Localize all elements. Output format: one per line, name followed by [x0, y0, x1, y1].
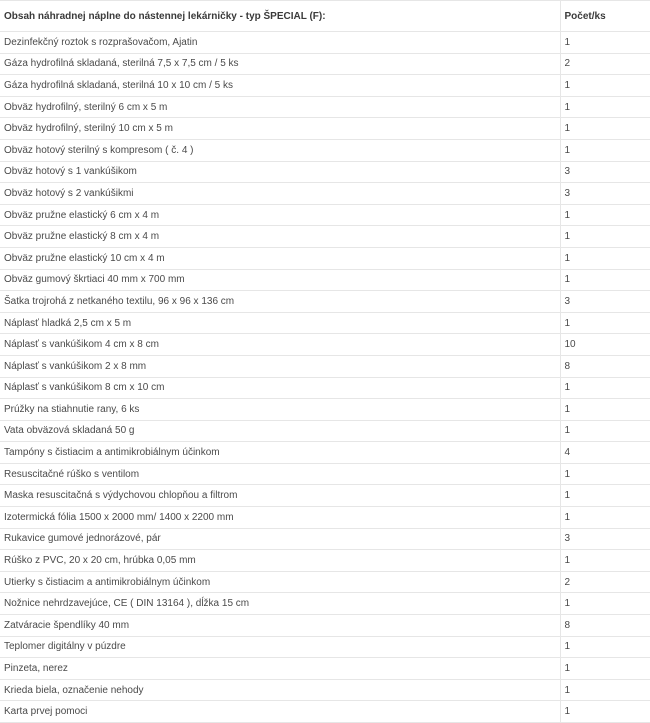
item-count-cell: 3: [560, 161, 650, 183]
item-name-cell: Obväz hydrofilný, sterilný 6 cm x 5 m: [0, 96, 560, 118]
item-count-cell: 1: [560, 463, 650, 485]
table-header-row: [0, 1, 650, 32]
table-row: [0, 269, 650, 291]
item-count-cell: 1: [560, 550, 650, 572]
item-name-cell: Obväz hotový s 2 vankúšikmi: [0, 183, 560, 205]
item-name-cell: Utierky s čistiacim a antimikrobiálnym účinkom: [0, 571, 560, 593]
item-name-cell: Pinzeta, nerez: [0, 658, 560, 680]
item-name-cell: Nožnice nehrdzavejúce, CE ( DIN 13164 ), dĺžka 15 cm: [0, 593, 560, 615]
item-name-cell: Náplasť s vankúšikom 2 x 8 mm: [0, 355, 560, 377]
item-name-cell: Prúžky na stiahnutie rany, 6 ks: [0, 399, 560, 421]
item-count-cell: 3: [560, 291, 650, 313]
table-row: [0, 161, 650, 183]
table-row: [0, 247, 650, 269]
table-row: [0, 658, 650, 680]
item-count-cell: 1: [560, 204, 650, 226]
table-row: [0, 96, 650, 118]
table-row: [0, 701, 650, 723]
item-count-cell: 3: [560, 528, 650, 550]
table-row: [0, 463, 650, 485]
item-name-cell: Náplasť s vankúšikom 8 cm x 10 cm: [0, 377, 560, 399]
table-row: [0, 32, 650, 54]
item-name-cell: Obväz gumový škrtiaci 40 mm x 700 mm: [0, 269, 560, 291]
table-row: [0, 571, 650, 593]
item-name-cell: Krieda biela, označenie nehody: [0, 679, 560, 701]
table-row: [0, 679, 650, 701]
item-name-cell: Dezinfekčný roztok s rozprašovačom, Ajatin: [0, 32, 560, 54]
table-row: [0, 420, 650, 442]
table-row: [0, 507, 650, 529]
item-name-cell: Obväz pružne elastický 6 cm x 4 m: [0, 204, 560, 226]
item-count-cell: 1: [560, 139, 650, 161]
item-name-cell: Karta prvej pomoci: [0, 701, 560, 723]
item-name-cell: Gáza hydrofilná skladaná, sterilná 10 x 10 cm / 5 ks: [0, 75, 560, 97]
table-row: [0, 377, 650, 399]
table-row: [0, 636, 650, 658]
item-count-cell: 1: [560, 593, 650, 615]
item-name-cell: Gáza hydrofilná skladaná, sterilná 7,5 x 7,5 cm / 5 ks: [0, 53, 560, 75]
item-count-cell: 1: [560, 485, 650, 507]
item-name-cell: Rukavice gumové jednorázové, pár: [0, 528, 560, 550]
item-name-cell: Rúško z PVC, 20 x 20 cm, hrúbka 0,05 mm: [0, 550, 560, 572]
item-count-cell: 2: [560, 53, 650, 75]
item-count-cell: 1: [560, 377, 650, 399]
item-count-cell: 3: [560, 183, 650, 205]
table-row: [0, 204, 650, 226]
item-name-cell: Zatváracie špendlíky 40 mm: [0, 615, 560, 637]
item-name-cell: Obväz hotový s 1 vankúšikom: [0, 161, 560, 183]
item-name-cell: Šatka trojrohá z netkaného textilu, 96 x 96 x 136 cm: [0, 291, 560, 313]
item-name-cell: Teplomer digitálny v púzdre: [0, 636, 560, 658]
table-row: [0, 615, 650, 637]
item-count-cell: 2: [560, 571, 650, 593]
table-row: [0, 139, 650, 161]
table-body: [0, 32, 650, 723]
column-header-item: Obsah náhradnej náplne do nástennej lekárničky - typ ŠPECIAL (F):: [0, 1, 560, 32]
item-count-cell: 1: [560, 226, 650, 248]
item-count-cell: 1: [560, 636, 650, 658]
table-row: [0, 226, 650, 248]
item-count-cell: 10: [560, 334, 650, 356]
item-count-cell: 1: [560, 32, 650, 54]
table-row: [0, 593, 650, 615]
item-name-cell: Resuscitačné rúško s ventilom: [0, 463, 560, 485]
item-count-cell: 4: [560, 442, 650, 464]
item-name-cell: Obväz pružne elastický 10 cm x 4 m: [0, 247, 560, 269]
table-row: [0, 312, 650, 334]
item-count-cell: 1: [560, 399, 650, 421]
item-count-cell: 1: [560, 679, 650, 701]
table-row: [0, 442, 650, 464]
item-name-cell: Obväz pružne elastický 8 cm x 4 m: [0, 226, 560, 248]
table-row: [0, 118, 650, 140]
item-count-cell: 1: [560, 96, 650, 118]
item-name-cell: Náplasť hladká 2,5 cm x 5 m: [0, 312, 560, 334]
item-count-cell: 1: [560, 701, 650, 723]
item-count-cell: 1: [560, 75, 650, 97]
item-name-cell: Maska resuscitačná s výdychovou chlopňou a filtrom: [0, 485, 560, 507]
table-row: [0, 183, 650, 205]
item-count-cell: 1: [560, 420, 650, 442]
item-count-cell: 1: [560, 269, 650, 291]
column-header-count: Počet/ks: [560, 1, 650, 32]
item-count-cell: 1: [560, 312, 650, 334]
table-row: [0, 53, 650, 75]
item-name-cell: Náplasť s vankúšikom 4 cm x 8 cm: [0, 334, 560, 356]
item-count-cell: 1: [560, 118, 650, 140]
item-count-cell: 8: [560, 615, 650, 637]
item-name-cell: Obväz hydrofilný, sterilný 10 cm x 5 m: [0, 118, 560, 140]
item-count-cell: 8: [560, 355, 650, 377]
item-name-cell: Tampóny s čistiacim a antimikrobiálnym účinkom: [0, 442, 560, 464]
item-name-cell: Vata obväzová skladaná 50 g: [0, 420, 560, 442]
table-row: [0, 485, 650, 507]
item-count-cell: 1: [560, 658, 650, 680]
item-count-cell: 1: [560, 507, 650, 529]
table-row: [0, 550, 650, 572]
table-row: [0, 355, 650, 377]
item-name-cell: Izotermická fólia 1500 x 2000 mm/ 1400 x 2200 mm: [0, 507, 560, 529]
item-count-cell: 1: [560, 247, 650, 269]
table-row: [0, 291, 650, 313]
item-name-cell: Obväz hotový sterilný s kompresom ( č. 4 ): [0, 139, 560, 161]
table-row: [0, 528, 650, 550]
table-row: [0, 75, 650, 97]
table-row: [0, 334, 650, 356]
table-row: [0, 399, 650, 421]
